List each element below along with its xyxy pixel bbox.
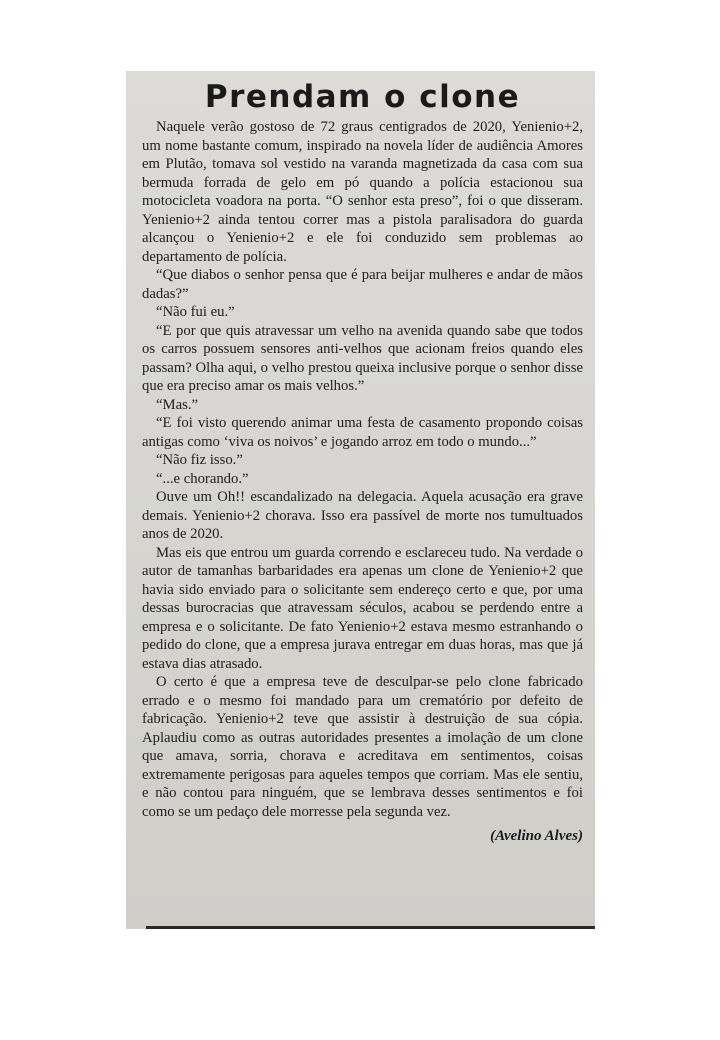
- newspaper-clipping: [126, 71, 595, 929]
- article-body: [142, 118, 583, 821]
- paragraph-2: “Que diabos o senhor pensa que é para beijar mulheres e andar de mãos dadas?”: [142, 267, 583, 302]
- paragraph-8: “...e chorando.”: [156, 470, 249, 487]
- paragraph-3: “Não fui eu.”: [156, 304, 235, 320]
- paragraph-7: “Não fiz isso.”: [156, 452, 243, 468]
- paragraph-11: O certo é que a empresa teve de desculpar-se pelo clone fabricado errado e o mesmo foi mandado para um crematório por defeito de fabricação. Yenienio+2 teve que assistir à destruição de sua cópia. Aplaudiu como as outras autoridades presentes a imolação de um clone que amava, sorria, chorava e acreditava em sentimentos, coisas extremamente perigosas para aqueles tempos que corriam. Mas ele sentiu, e não contou para ninguém, que se lembrava desses sentimentos e foi como se um pedaço dele morresse pela segunda vez.: [142, 674, 583, 820]
- bottom-rule: [146, 926, 595, 929]
- paragraph-10: Mas eis que entrou um guarda correndo e esclareceu tudo. Na verdade o autor de tamanhas barbaridades era apenas um clone de Yenienio+2 que havia sido enviado para o solicitante sem endereço certo e que, por uma dessas burocracias que atravessam séculos, acabou se perdendo entre a empresa e o solicitante. De fato Yenienio+2 estava mesmo estranhando o pedido do clone, que a empresa jurava entregar em duas horas, mas que já estava dias atrasado.: [142, 544, 583, 672]
- paragraph-4: “E por que quis atravessar um velho na avenida quando sabe que todos os carros possuem sensores anti-velhos que acionam freios quando eles passam? Olha aqui, o velho prestou queixa inclusive porque o senhor disse que era preciso amar os mais velhos.”: [142, 322, 583, 394]
- article-headline: Prendam o clone: [204, 79, 521, 115]
- paragraph-1: Naquele verão gostoso de 72 graus centigrados de 2020, Yenienio+2, um nome bastante comum, inspirado na novela líder de audiência Amores em Plutão, tomava sol vestido na varanda magnetizada da casa com sua bermuda forrada de gelo em pó quando a polícia estacionou sua motocicleta voadora na porta. “O senhor esta preso”, foi o que disseram. Yenienio+2 ainda tentou correr mas a pistola paralisadora do guarda alcançou o Yenienio+2 e ele foi conduzido sem problemas ao departamento de polícia.: [142, 119, 583, 265]
- author-signature: (Avelino Alves): [490, 828, 583, 844]
- paragraph-9: Ouve um Oh!! escandalizado na delegacia. Aquela acusação era grave demais. Yenienio+2 chorava. Isso era passível de morte nos tumultuados anos de 2020.: [142, 489, 583, 542]
- paragraph-5: “Mas.”: [156, 396, 199, 413]
- paragraph-6: “E foi visto querendo animar uma festa de casamento propondo coisas antigas como ‘viva os noivos’ e jogando arroz em todo o mundo...”: [142, 415, 583, 450]
